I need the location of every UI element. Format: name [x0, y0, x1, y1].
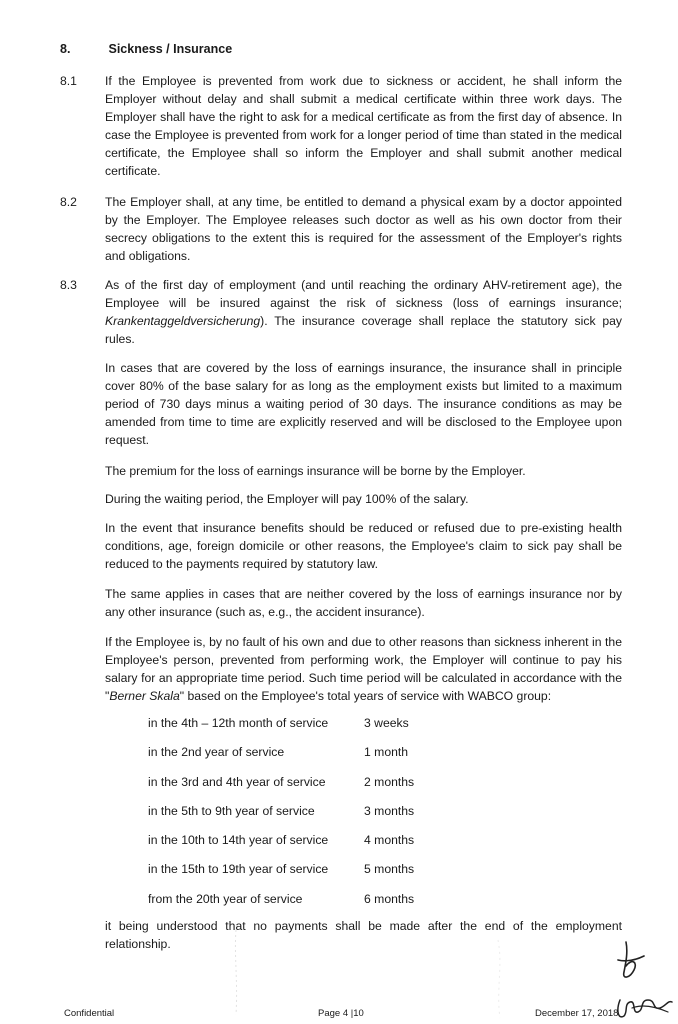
scale-duration: 5 months	[364, 862, 415, 877]
paragraph-text-part: " based on the Employee's total years of service with WABCO group:	[179, 689, 552, 703]
scale-duration: 1 month	[364, 745, 409, 760]
clause-number: 8.2	[60, 195, 77, 209]
scale-period: in the 10th to 14th year of service	[148, 833, 329, 848]
scale-period: from the 20th year of service	[148, 891, 303, 906]
paragraph-coverage: In cases that are covered by the loss of earnings insurance, the insurance shall in principle cover 80% of the base salary for as long as the employment exists but limited to a maximum period of 730 days minus a waiting period of 30 days. The insurance conditions as may be amended from time to time are explicitly reserved and will be disclosed to the Employee upon request.	[105, 361, 622, 447]
section-title: Sickness / Insurance	[108, 42, 233, 56]
paragraph-text-italic: Berner Skala	[109, 689, 180, 703]
paragraph-other-insurance: The same applies in cases that are neither covered by the loss of earnings insurance nor by any other insurance (such as, e.g., the accident insurance).	[105, 587, 622, 619]
footer-page-number: Page 4 |10	[318, 1008, 364, 1019]
scale-period: in the 3rd and 4th year of service	[148, 774, 326, 789]
scale-duration: 2 months	[364, 774, 415, 789]
clause-8-3	[60, 276, 622, 348]
scale-period: in the 2nd year of service	[148, 745, 285, 760]
clause-text: The Employer shall, at any time, be entitled to demand a physical exam by a doctor appointed by the Employer. The Employee releases such doctor as well as his own doctor from their secrecy obligations to the extent this is required for the assessment of the Employer's rights and obligations.	[105, 195, 622, 263]
scan-mark	[228, 920, 528, 1020]
clause-number: 8.3	[60, 278, 77, 292]
scale-row	[148, 775, 468, 804]
paragraph-final: it being understood that no payments shall be made after the end of the employment relationship.	[105, 919, 622, 951]
clause-number: 8.1	[60, 74, 77, 88]
scale-row	[148, 833, 468, 862]
scale-row	[148, 745, 468, 774]
signature-initials-icon	[612, 938, 674, 1024]
clause-text-italic: Krankentaggeldversicherung	[105, 314, 261, 328]
scale-duration: 4 months	[364, 833, 415, 848]
scale-duration: 6 months	[364, 891, 415, 906]
scale-row	[148, 716, 468, 745]
clause-text	[105, 276, 622, 348]
clause-text-part: As of the first day of employment (and until reaching the ordinary AHV-retirement age), the Employee will be insured against the risk of sickness (loss of earnings insurance;	[105, 278, 622, 310]
paragraph-text-part: If the Employee is, by no fault of his own and due to other reasons than sickness inherent in the Employee's person, prevented from performing work, the Employer will continue to pay his salary for an appropriate time period. Such time period will be calculated in accordance with the "	[105, 635, 622, 703]
scale-duration: 3 months	[364, 803, 415, 818]
scale-row	[148, 862, 468, 891]
paragraph-premium: The premium for the loss of earnings insurance will be borne by the Employer.	[105, 464, 526, 478]
clause-text: If the Employee is prevented from work due to sickness or accident, he shall inform the Employer without delay and shall submit a medical certificate within three work days. The Employer shall have the right to ask for a medical certificate as from the first day of absence. In case the Employee is prevented from work for a longer period of time than stated in the medical certificate, the Employee shall so inform the Employer and shall submit another medical certificate.	[105, 74, 622, 178]
scale-period: in the 15th to 19th year of service	[148, 862, 329, 877]
scale-period: in the 4th – 12th month of service	[148, 716, 329, 730]
clause-text-part: ). The insurance coverage shall replace the statutory sick pay rules.	[105, 314, 622, 346]
clause-8-2	[60, 193, 622, 265]
scale-duration: 3 weeks	[364, 716, 409, 730]
section-heading	[60, 42, 232, 56]
footer-confidential: Confidential	[64, 1008, 115, 1019]
clause-8-1	[60, 72, 622, 180]
paragraph-reduction: In the event that insurance benefits should be reduced or refused due to pre-existing health conditions, age, foreign domicile or other reasons, the Employee's claim to sick pay shall be reduced to the payments required by statutory law.	[105, 521, 622, 571]
scale-row	[148, 804, 468, 833]
paragraph-berner-skala	[105, 633, 622, 705]
section-number: 8.	[60, 42, 71, 56]
berner-skala-table	[148, 716, 468, 921]
scale-period: in the 5th to 9th year of service	[148, 803, 315, 818]
footer-date: December 17, 2018	[535, 1008, 619, 1019]
paragraph-waiting-period: During the waiting period, the Employer will pay 100% of the salary.	[105, 492, 469, 506]
